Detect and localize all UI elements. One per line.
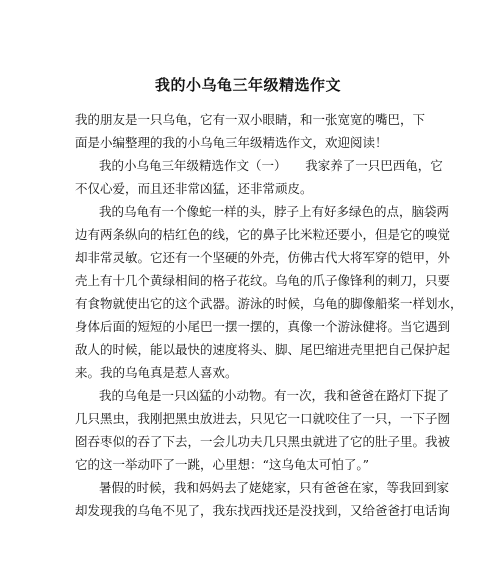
document-body bbox=[75, 108, 463, 518]
paragraph-line: 壳上有十几个黄绿相间的格子花纹。乌龟的爪子像锋利的刺刀，只要 bbox=[75, 273, 451, 288]
paragraph-line: 敌人的时候，能以最快的速度将头、脚、尾巴缩进壳里把自己保护起 bbox=[75, 342, 451, 357]
paragraph-line: 暑假的时候，我和妈妈去了姥姥家，只有爸爸在家，等我回到家 bbox=[99, 480, 450, 495]
paragraph-line: 我的乌龟是一只凶猛的小动物。有一次，我和爸爸在路灯下捉了 bbox=[99, 388, 450, 403]
paragraph-line: 来。我的乌龟真是惹人喜欢。 bbox=[75, 365, 238, 380]
paragraph-line: 囵吞枣似的吞了下去，一会儿功夫几只黑虫就进了它的肚子里。我被 bbox=[75, 434, 451, 449]
paragraph-line: 边有两条纵向的桔红色的线，它的鼻子比米粒还要小，但是它的嗅觉 bbox=[75, 227, 451, 242]
paragraph-line: 却非常灵敏。它还有一个坚硬的外壳，仿佛古代大将军穿的铠甲，外 bbox=[75, 250, 451, 265]
paragraph-line: 几只黑虫，我刚把黑虫放进去，只见它一口就咬住了一只，一下子囫 bbox=[75, 411, 451, 426]
paragraph-line: 我的乌龟有一个像蛇一样的头，脖子上有好多绿色的点，脑袋两 bbox=[99, 204, 450, 219]
paragraph-line: 却发现我的乌龟不见了，我东找西找还是没找到，又给爸爸打电话询 bbox=[75, 503, 451, 518]
paragraph-line: 面是小编整理的我的小乌龟三年级精选作文，欢迎阅读！ bbox=[75, 135, 388, 150]
paragraph-line: 不仅心爱，而且还非常凶猛，还非常顽皮。 bbox=[75, 181, 313, 196]
paragraph-line: 有食物就使出它的这个武器。游泳的时候，乌龟的脚像船桨一样划水， bbox=[75, 296, 463, 311]
paragraph-line: 我的小乌龟三年级精选作文（一） 我家养了一只巴西龟，它 bbox=[99, 158, 443, 173]
paragraph-line: 它的这一举动吓了一跳，心里想：“这乌龟太可怕了。” bbox=[75, 457, 370, 472]
paragraph-line: 我的朋友是一只乌龟，它有一双小眼睛，和一张宽宽的嘴巴，下 bbox=[75, 112, 426, 127]
paragraph-line: 身体后面的短短的小尾巴一摆一摆的，真像一个游泳健将。当它遇到 bbox=[75, 319, 451, 334]
document-title: 我的小乌龟三年级精选作文 bbox=[154, 76, 341, 94]
